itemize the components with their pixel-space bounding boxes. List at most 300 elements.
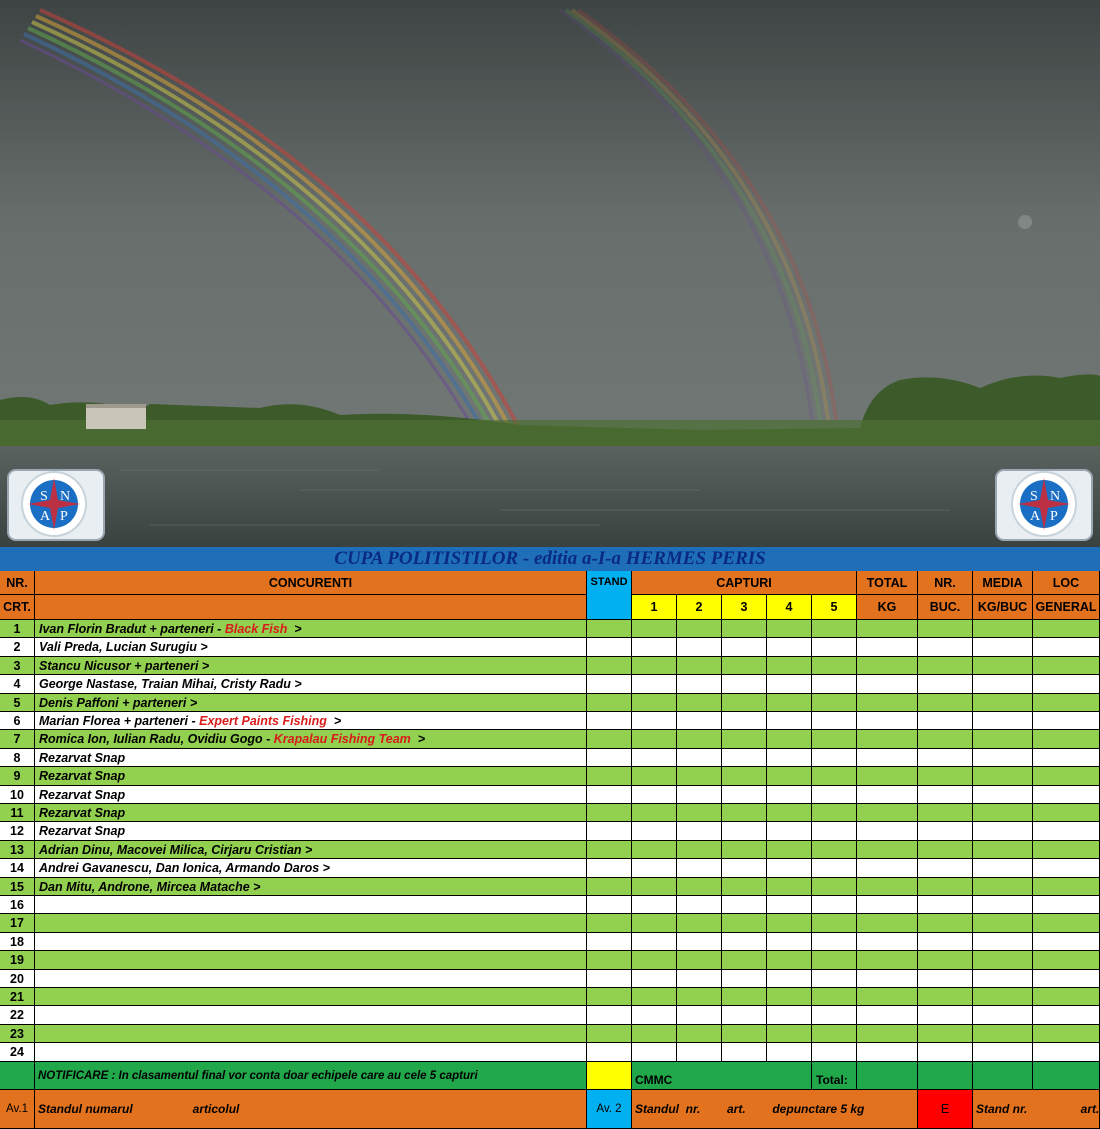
- logo-letter-a: A: [40, 509, 51, 524]
- table-row-cell: [857, 1025, 918, 1043]
- table-row-cell: [918, 878, 973, 896]
- table-row-cell: [812, 675, 857, 694]
- table-row-cell: [767, 1025, 812, 1043]
- table-row-cell: [1033, 1025, 1100, 1043]
- capturi-col-5: 5: [812, 595, 857, 620]
- capturi-col-4: 4: [767, 595, 812, 620]
- table-row-cell: [857, 822, 918, 841]
- table-row-cell: [812, 1043, 857, 1062]
- table-row-cell: [973, 620, 1033, 638]
- table-row-cell: [677, 1025, 722, 1043]
- table-row-cell: [973, 970, 1033, 988]
- table-row-cell: [812, 951, 857, 970]
- table-row-cell: [812, 1025, 857, 1043]
- table-row-cell: [918, 657, 973, 675]
- table-row-name: [35, 1006, 587, 1025]
- table-row-cell: [722, 933, 767, 951]
- competitor-name: Andrei Gavanescu, Dan Ionica, Armando Daros >: [39, 861, 330, 875]
- table-row-cell: [918, 749, 973, 767]
- table-row-cell: [857, 1043, 918, 1062]
- table-row-cell: [857, 933, 918, 951]
- table-row-cell: [767, 841, 812, 859]
- table-row-cell: [677, 694, 722, 712]
- table-row-cell: [587, 878, 632, 896]
- table-row-cell: [918, 730, 973, 749]
- competitor-name: Ivan Florin Bradut + parteneri -: [39, 622, 225, 636]
- table-row-cell: [632, 694, 677, 712]
- table-row-nr: 1: [0, 620, 35, 638]
- table-row-cell: [632, 730, 677, 749]
- table-row-cell: [1033, 951, 1100, 970]
- table-row-cell: [587, 841, 632, 859]
- table-row-nr: 8: [0, 749, 35, 767]
- table-row-name: [35, 657, 587, 675]
- table-row-cell: [973, 767, 1033, 786]
- table-row-name: [35, 638, 587, 657]
- table-row-cell: [677, 657, 722, 675]
- table-row-cell: [918, 694, 973, 712]
- row-suffix: >: [326, 714, 342, 728]
- table-row-cell: [632, 620, 677, 638]
- table-row-cell: [722, 694, 767, 712]
- table-row-cell: [1033, 859, 1100, 878]
- table-row-cell: [587, 675, 632, 694]
- table-row-cell: [587, 804, 632, 822]
- table-row-name: [35, 988, 587, 1006]
- table-row-cell: [918, 841, 973, 859]
- table-row-cell: [812, 749, 857, 767]
- table-row-cell: [722, 675, 767, 694]
- table-row-cell: [677, 878, 722, 896]
- table-row-cell: [857, 712, 918, 730]
- stand-text: Stand nr. art.: [973, 1090, 1100, 1129]
- table-row-nr: 15: [0, 878, 35, 896]
- table-row-cell: [1033, 988, 1100, 1006]
- table-row-cell: [767, 933, 812, 951]
- table-row-cell: [632, 767, 677, 786]
- table-row-cell: [677, 638, 722, 657]
- capturi-header: CAPTURI: [632, 571, 857, 595]
- table-row-cell: [1033, 1006, 1100, 1025]
- table-row-cell: [918, 786, 973, 804]
- table-row-cell: [1033, 786, 1100, 804]
- table-row-cell: [587, 620, 632, 638]
- snap-logo-left: [6, 468, 106, 542]
- competitor-name: Rezarvat Snap: [39, 788, 126, 802]
- table-row-cell: [587, 749, 632, 767]
- table-row-cell: [587, 988, 632, 1006]
- table-row-cell: [677, 914, 722, 933]
- table-row-cell: [973, 694, 1033, 712]
- table-row-cell: [767, 970, 812, 988]
- table-row-cell: [722, 988, 767, 1006]
- table-row-cell: [1033, 767, 1100, 786]
- logo-letter-p: P: [1050, 509, 1058, 524]
- table-row-cell: [632, 804, 677, 822]
- table-row-nr: 2: [0, 638, 35, 657]
- table-row-cell: [632, 878, 677, 896]
- table-row-cell: [1033, 675, 1100, 694]
- table-row-cell: [857, 730, 918, 749]
- notificare-text: NOTIFICARE : In clasamentul final vor conta doar echipele care au cele 5 capturi: [35, 1062, 587, 1090]
- table-row-cell: [918, 712, 973, 730]
- competitor-name: Rezarvat Snap: [39, 806, 126, 820]
- table-row-cell: [1033, 970, 1100, 988]
- table-row-name: [35, 730, 587, 749]
- cmmc-label: CMMC: [632, 1062, 812, 1090]
- table-row-cell: [973, 933, 1033, 951]
- table-row-cell: [857, 638, 918, 657]
- table-row-name: [35, 712, 587, 730]
- table-row-cell: [722, 914, 767, 933]
- table-row-cell: [587, 712, 632, 730]
- row-suffix: >: [410, 732, 426, 746]
- table-row-cell: [918, 767, 973, 786]
- table-row-cell: [767, 988, 812, 1006]
- table-row-cell: [722, 1006, 767, 1025]
- kgbuc-header: KG/BUC: [973, 595, 1033, 620]
- table-row-cell: [1033, 1043, 1100, 1062]
- table-row-cell: [587, 638, 632, 657]
- table-row-cell: [767, 859, 812, 878]
- total-label: Total:: [812, 1062, 857, 1090]
- table-row-name: [35, 878, 587, 896]
- table-row-cell: [812, 859, 857, 878]
- table-row-nr: 13: [0, 841, 35, 859]
- table-row-cell: [918, 933, 973, 951]
- table-row-cell: [767, 712, 812, 730]
- table-row-cell: [812, 730, 857, 749]
- table-row-cell: [587, 786, 632, 804]
- table-row-cell: [918, 620, 973, 638]
- table-row-cell: [973, 896, 1033, 914]
- table-row-cell: [677, 859, 722, 878]
- table-row-cell: [767, 822, 812, 841]
- competitor-name: Stancu Nicusor + parteneri >: [39, 659, 210, 673]
- table-row-cell: [767, 878, 812, 896]
- table-row-cell: [632, 914, 677, 933]
- table-row-nr: 16: [0, 896, 35, 914]
- competitor-name: George Nastase, Traian Mihai, Cristy Radu >: [39, 677, 302, 691]
- table-row-cell: [587, 822, 632, 841]
- table-row-cell: [812, 657, 857, 675]
- competitor-name: Romica Ion, Iulian Radu, Ovidiu Gogo -: [39, 732, 274, 746]
- concurenti-subheader: [35, 595, 587, 620]
- team-name: Krapalau Fishing Team: [273, 732, 411, 746]
- table-row-cell: [767, 675, 812, 694]
- table-row-cell: [587, 951, 632, 970]
- table-row-cell: [587, 767, 632, 786]
- capturi-col-2: 2: [677, 595, 722, 620]
- logo-letter-p: P: [60, 509, 68, 524]
- table-row-nr: 23: [0, 1025, 35, 1043]
- table-row-cell: [767, 804, 812, 822]
- table-row-cell: [973, 804, 1033, 822]
- table-row-cell: [677, 804, 722, 822]
- table-row-cell: [677, 933, 722, 951]
- table-row-nr: 4: [0, 675, 35, 694]
- table-row-cell: [857, 786, 918, 804]
- table-row-cell: [973, 1006, 1033, 1025]
- table-row-cell: [973, 914, 1033, 933]
- competitor-name: Marian Florea + parteneri -: [39, 714, 200, 728]
- table-row-nr: 12: [0, 822, 35, 841]
- table-row-cell: [857, 657, 918, 675]
- table-row-nr: 19: [0, 951, 35, 970]
- table-row-cell: [677, 970, 722, 988]
- table-row-cell: [767, 1006, 812, 1025]
- table-row-nr: 7: [0, 730, 35, 749]
- table-row-cell: [722, 804, 767, 822]
- table-row-name: [35, 970, 587, 988]
- table-row-name: [35, 694, 587, 712]
- table-row-cell: [973, 675, 1033, 694]
- table-row-cell: [918, 638, 973, 657]
- capturi-col-3: 3: [722, 595, 767, 620]
- table-row-name: [35, 933, 587, 951]
- table-row-cell: [918, 1043, 973, 1062]
- av2-label: Av. 2: [587, 1090, 632, 1129]
- table-row-nr: 22: [0, 1006, 35, 1025]
- table-row-cell: [587, 1043, 632, 1062]
- logo-letter-s: S: [1030, 489, 1038, 504]
- table-row-cell: [632, 822, 677, 841]
- header-photo: [0, 0, 1100, 547]
- table-row-nr: 5: [0, 694, 35, 712]
- table-row-cell: [812, 896, 857, 914]
- table-row-cell: [812, 822, 857, 841]
- table-row-nr: 18: [0, 933, 35, 951]
- table-row-cell: [632, 749, 677, 767]
- table-row-cell: [973, 730, 1033, 749]
- table-row-cell: [812, 970, 857, 988]
- table-row-cell: [722, 951, 767, 970]
- table-row-cell: [918, 970, 973, 988]
- team-name: Expert Paints Fishing: [199, 714, 327, 728]
- table-row-cell: [918, 859, 973, 878]
- kg-header: KG: [857, 595, 918, 620]
- table-row-cell: [918, 822, 973, 841]
- table-row-cell: [722, 859, 767, 878]
- table-row-name: [35, 841, 587, 859]
- stand-header: STAND: [587, 571, 632, 620]
- table-row-cell: [632, 841, 677, 859]
- team-name: Black Fish: [224, 622, 288, 636]
- table-row-cell: [587, 1006, 632, 1025]
- table-row-cell: [1033, 712, 1100, 730]
- table-row-cell: [1033, 822, 1100, 841]
- competitor-name: Denis Paffoni + parteneri >: [39, 696, 198, 710]
- table-row-cell: [1033, 730, 1100, 749]
- table-row-cell: [973, 638, 1033, 657]
- crt-header: CRT.: [0, 595, 35, 620]
- table-row-cell: [722, 822, 767, 841]
- footer-buc: [918, 1062, 973, 1090]
- competitor-name: Adrian Dinu, Macovei Milica, Cirjaru Cristian >: [39, 843, 313, 857]
- table-row-cell: [632, 970, 677, 988]
- table-row-cell: [587, 896, 632, 914]
- concurenti-header: CONCURENTI: [35, 571, 587, 595]
- table-row-cell: [587, 914, 632, 933]
- table-row-nr: 21: [0, 988, 35, 1006]
- table-row-cell: [632, 933, 677, 951]
- table-row-cell: [677, 951, 722, 970]
- table-row-cell: [632, 675, 677, 694]
- table-row-cell: [722, 841, 767, 859]
- snap-logo-right: [994, 468, 1094, 542]
- table-row-cell: [767, 951, 812, 970]
- table-row-name: [35, 675, 587, 694]
- table-row-cell: [677, 712, 722, 730]
- logo-letter-a: A: [1030, 509, 1041, 524]
- table-row-cell: [677, 675, 722, 694]
- table-row-cell: [677, 730, 722, 749]
- table-row-cell: [677, 620, 722, 638]
- table-row-cell: [767, 694, 812, 712]
- table-row-cell: [677, 822, 722, 841]
- table-row-cell: [918, 675, 973, 694]
- table-row-cell: [973, 712, 1033, 730]
- table-row-cell: [973, 1025, 1033, 1043]
- logo-letter-n: N: [60, 489, 71, 504]
- general-header: GENERAL: [1033, 595, 1100, 620]
- table-row-cell: [857, 749, 918, 767]
- table-row-cell: [587, 730, 632, 749]
- table-row-cell: [1033, 896, 1100, 914]
- table-row-cell: [918, 1006, 973, 1025]
- footer-loc: [1033, 1062, 1100, 1090]
- row-suffix: >: [287, 622, 302, 636]
- table-row-cell: [677, 841, 722, 859]
- table-row-cell: [812, 933, 857, 951]
- table-row-cell: [722, 638, 767, 657]
- table-row-cell: [857, 988, 918, 1006]
- table-row-cell: [677, 786, 722, 804]
- table-row-name: [35, 620, 587, 638]
- table-row-cell: [587, 694, 632, 712]
- table-row-cell: [767, 1043, 812, 1062]
- av1-text: Standul numarul articolul: [35, 1090, 587, 1129]
- av1-label: Av.1: [0, 1090, 35, 1129]
- buc-header: NR.: [918, 571, 973, 595]
- table-row-cell: [857, 841, 918, 859]
- table-row-cell: [587, 1025, 632, 1043]
- table-row-cell: [632, 638, 677, 657]
- table-row-cell: [857, 914, 918, 933]
- table-row-name: [35, 951, 587, 970]
- table-row-name: [35, 822, 587, 841]
- buc-subheader: BUC.: [918, 595, 973, 620]
- table-row-cell: [767, 786, 812, 804]
- table-row-cell: [973, 822, 1033, 841]
- table-row-cell: [677, 749, 722, 767]
- table-row-cell: [857, 970, 918, 988]
- table-row-cell: [722, 730, 767, 749]
- competitor-name: Rezarvat Snap: [39, 769, 126, 783]
- competitor-name: Dan Mitu, Androne, Mircea Matache >: [39, 880, 261, 894]
- table-row-cell: [1033, 804, 1100, 822]
- table-row-cell: [812, 694, 857, 712]
- table-row-cell: [722, 657, 767, 675]
- table-row-nr: 20: [0, 970, 35, 988]
- table-row-cell: [722, 970, 767, 988]
- table-row-cell: [767, 730, 812, 749]
- table-row-cell: [973, 859, 1033, 878]
- table-row-cell: [973, 786, 1033, 804]
- table-row-cell: [632, 657, 677, 675]
- media-header: MEDIA: [973, 571, 1033, 595]
- table-row-cell: [812, 712, 857, 730]
- table-row-cell: [722, 749, 767, 767]
- table-row-cell: [1033, 914, 1100, 933]
- table-row-cell: [973, 1043, 1033, 1062]
- table-row-name: [35, 914, 587, 933]
- table-row-cell: [722, 878, 767, 896]
- table-row-cell: [973, 841, 1033, 859]
- table-row-cell: [1033, 694, 1100, 712]
- table-row-cell: [1033, 749, 1100, 767]
- table-row-nr: 9: [0, 767, 35, 786]
- table-row-cell: [632, 712, 677, 730]
- table-row-cell: [722, 896, 767, 914]
- table-row-cell: [857, 859, 918, 878]
- table-row-cell: [587, 970, 632, 988]
- table-row-cell: [857, 951, 918, 970]
- table-row-cell: [677, 1043, 722, 1062]
- nr-header: NR.: [0, 571, 35, 595]
- table-row-cell: [632, 786, 677, 804]
- table-row-cell: [767, 638, 812, 657]
- table-row-cell: [1033, 878, 1100, 896]
- table-row-nr: 24: [0, 1043, 35, 1062]
- table-row-cell: [1033, 620, 1100, 638]
- table-row-cell: [1033, 933, 1100, 951]
- total-header: TOTAL: [857, 571, 918, 595]
- table-row-name: [35, 804, 587, 822]
- table-row-cell: [632, 896, 677, 914]
- av2-text: Standul nr. art. depunctare 5 kg: [632, 1090, 918, 1129]
- table-row-cell: [722, 767, 767, 786]
- table-row-cell: [632, 859, 677, 878]
- table-row-cell: [973, 988, 1033, 1006]
- table-row-nr: 11: [0, 804, 35, 822]
- competitor-name: Vali Preda, Lucian Surugiu >: [39, 640, 208, 654]
- table-row-cell: [973, 878, 1033, 896]
- table-row-cell: [1033, 657, 1100, 675]
- table-row-cell: [918, 1025, 973, 1043]
- competitor-name: Rezarvat Snap: [39, 751, 126, 765]
- footer-total-kg: [857, 1062, 918, 1090]
- table-row-nr: 6: [0, 712, 35, 730]
- table-row-name: [35, 896, 587, 914]
- table-row-cell: [812, 767, 857, 786]
- table-row-cell: [857, 878, 918, 896]
- table-row-cell: [767, 896, 812, 914]
- footer-yellow-box: [587, 1062, 632, 1090]
- table-row-cell: [918, 804, 973, 822]
- table-row-cell: [812, 638, 857, 657]
- table-row-cell: [767, 749, 812, 767]
- table-row-cell: [632, 1043, 677, 1062]
- loc-header: LOC: [1033, 571, 1100, 595]
- footer-blank: [0, 1062, 35, 1090]
- table-row-nr: 10: [0, 786, 35, 804]
- table-row-cell: [722, 712, 767, 730]
- table-row-cell: [677, 988, 722, 1006]
- table-row-cell: [812, 786, 857, 804]
- table-row-cell: [973, 951, 1033, 970]
- table-row-cell: [918, 914, 973, 933]
